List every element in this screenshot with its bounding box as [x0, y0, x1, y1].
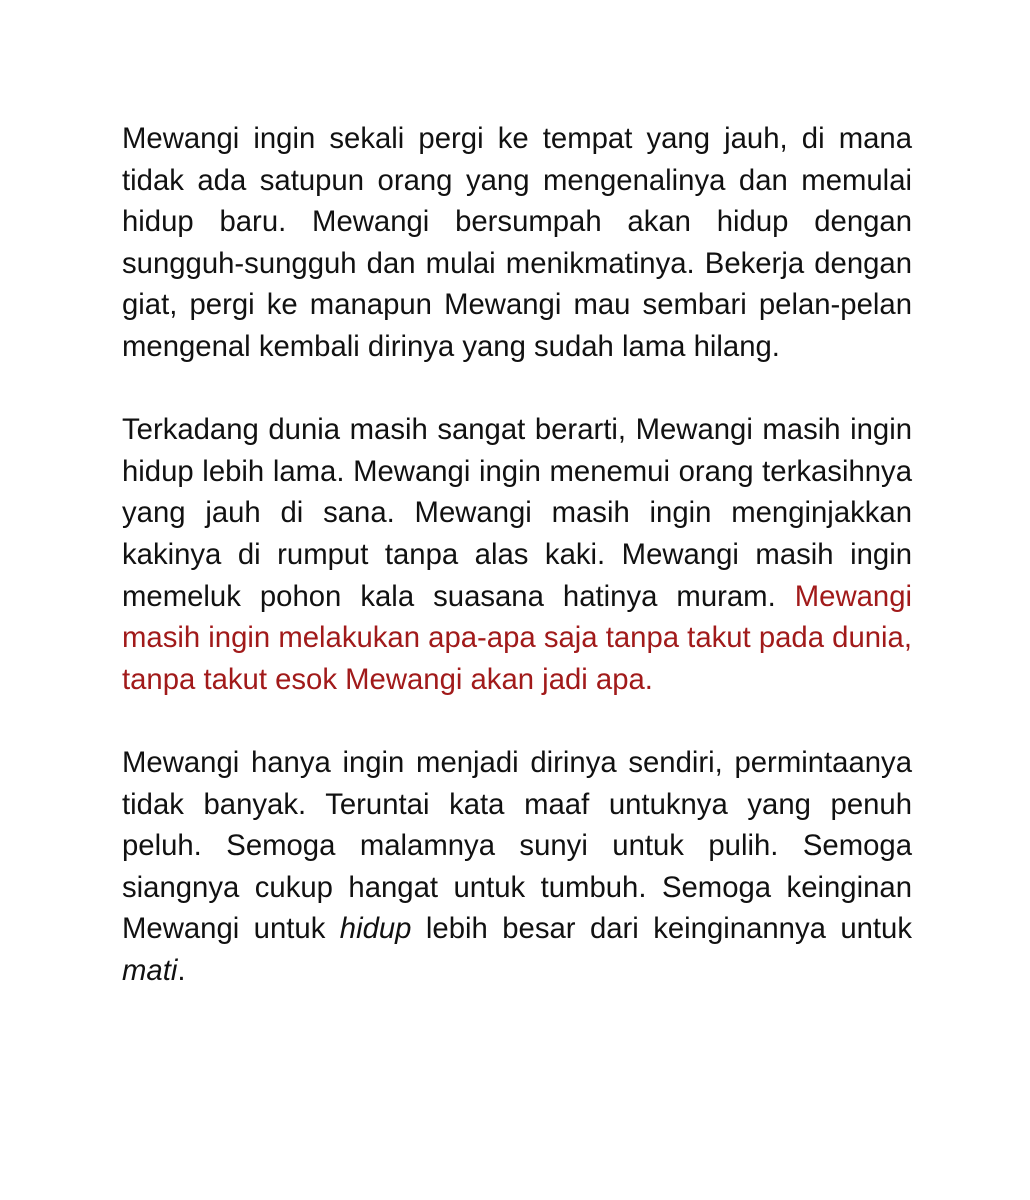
document-body — [122, 118, 912, 991]
paragraph-2-highlighted-text: Mewangi masih ingin melakukan apa-apa saja tanpa takut pada dunia, tanpa takut esok Mewangi akan jadi apa. — [122, 579, 912, 696]
paragraph-1-text: Mewangi ingin sekali pergi ke tempat yang jauh, di mana tidak ada satupun orang yang mengenalinya dan memulai hidup baru. Mewangi bersumpah akan hidup dengan sungguh-sungguh dan mulai menikmatinya. Bekerja dengan giat, pergi ke manapun Mewangi mau sembari pelan-pelan mengenal kembali dirinya yang sudah lama hilang. — [122, 122, 912, 363]
paragraph-3-text-b: lebih besar dari keinginannya untuk — [411, 912, 912, 946]
paragraph-2-text: Terkadang dunia masih sangat berarti, Mewangi masih ingin hidup lebih lama. Mewangi ingin menemui orang terkasihnya yang jauh di sana. Mewangi masih ingin menginjakkan kakinya di rumput tanpa alas kaki. Mewangi masih ingin memeluk pohon kala suasana hatinya muram. — [122, 413, 912, 613]
paragraph-1 — [122, 118, 912, 368]
paragraph-3-emphasis-mati: mati — [122, 953, 178, 987]
paragraph-3-text-a: Mewangi hanya ingin menjadi dirinya sendiri, permintaanya tidak banyak. Teruntai kata maaf untuknya yang penuh peluh. Semoga malamnya sunyi untuk pulih. Semoga siangnya cukup hangat untuk tumbuh. Semoga keinginan Mewangi untuk — [122, 745, 912, 946]
paragraph-3-emphasis-hidup: hidup — [339, 912, 412, 946]
paragraph-2 — [122, 409, 912, 700]
paragraph-3-text-c: . — [177, 953, 186, 987]
paragraph-3 — [122, 742, 912, 992]
